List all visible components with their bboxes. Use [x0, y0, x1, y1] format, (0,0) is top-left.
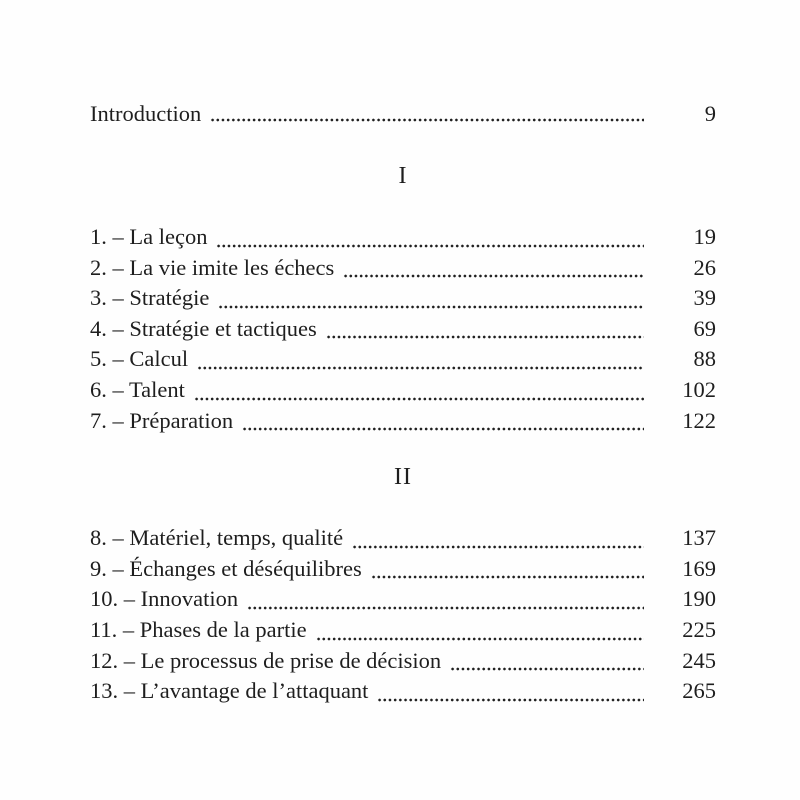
- dot-leader: [216, 244, 644, 248]
- toc-entry: [90, 375, 716, 406]
- entry-label: 6. – Talent: [90, 376, 185, 402]
- section-2-entries: [90, 523, 716, 707]
- entry-label: Introduction: [90, 101, 202, 126]
- entry-label: 3. – Stratégie: [90, 285, 210, 311]
- toc-entry: [90, 615, 716, 646]
- entry-label: 8. – Matériel, temps, qualité: [90, 525, 344, 551]
- entry-page-number: 39: [693, 285, 716, 311]
- dot-leader: [377, 698, 644, 702]
- entry-label: 11. – Phases de la partie: [90, 616, 307, 642]
- entry-page-number: 69: [693, 315, 716, 341]
- dot-leader: [197, 366, 644, 370]
- entry-page-number: 245: [682, 647, 716, 673]
- entry-page-number: 137: [682, 525, 716, 551]
- dot-leader: [316, 637, 644, 641]
- section-heading-2: II: [394, 464, 412, 491]
- entry-label: 5. – Calcul: [90, 346, 189, 372]
- entry-page-number: 190: [682, 586, 716, 612]
- entry-page-number: 9: [704, 101, 716, 126]
- toc-entry: [90, 314, 716, 345]
- toc-entry: [90, 523, 716, 554]
- entry-label: 13. – L’avantage de l’attaquant: [90, 678, 369, 704]
- toc-entry: [90, 283, 716, 314]
- entry-label: 7. – Préparation: [90, 407, 234, 433]
- entry-label: 4. – Stratégie et tactiques: [90, 315, 317, 341]
- section-1-entries: [90, 222, 716, 436]
- entry-label: 12. – Le processus de prise de décision: [90, 647, 442, 673]
- entry-page-number: 122: [682, 407, 716, 433]
- entry-page-number: 225: [682, 616, 716, 642]
- dot-leader: [352, 545, 644, 549]
- entry-page-number: 19: [693, 224, 716, 249]
- entry-label: 9. – Échanges et déséquilibres: [90, 555, 362, 581]
- dot-leader: [371, 575, 644, 579]
- entry-page-number: 26: [693, 254, 716, 280]
- dot-leader: [343, 274, 644, 278]
- dot-leader: [247, 606, 644, 610]
- entry-label: 1. – La leçon: [90, 224, 208, 249]
- toc-entry: [90, 646, 716, 677]
- toc-entry: [90, 344, 716, 375]
- toc-entry: [90, 253, 716, 284]
- toc-entry: [90, 584, 716, 615]
- dot-leader: [450, 667, 644, 671]
- dot-leader: [210, 118, 644, 122]
- dot-leader: [326, 335, 644, 339]
- entry-page-number: 88: [693, 346, 716, 372]
- entry-label: 2. – La vie imite les échecs: [90, 254, 335, 280]
- toc-entry: [90, 554, 716, 585]
- toc-entry: [90, 676, 716, 707]
- entry-page-number: 102: [682, 376, 716, 402]
- entry-page-number: 265: [682, 678, 716, 704]
- entry-page-number: 169: [682, 555, 716, 581]
- toc-entry: [90, 222, 716, 253]
- dot-leader: [218, 305, 644, 309]
- toc-entry: [90, 406, 716, 437]
- dot-leader: [194, 397, 644, 401]
- entry-label: 10. – Innovation: [90, 586, 239, 612]
- toc-entry-introduction: [90, 101, 716, 127]
- section-heading-1: I: [398, 163, 408, 189]
- dot-leader: [242, 427, 644, 431]
